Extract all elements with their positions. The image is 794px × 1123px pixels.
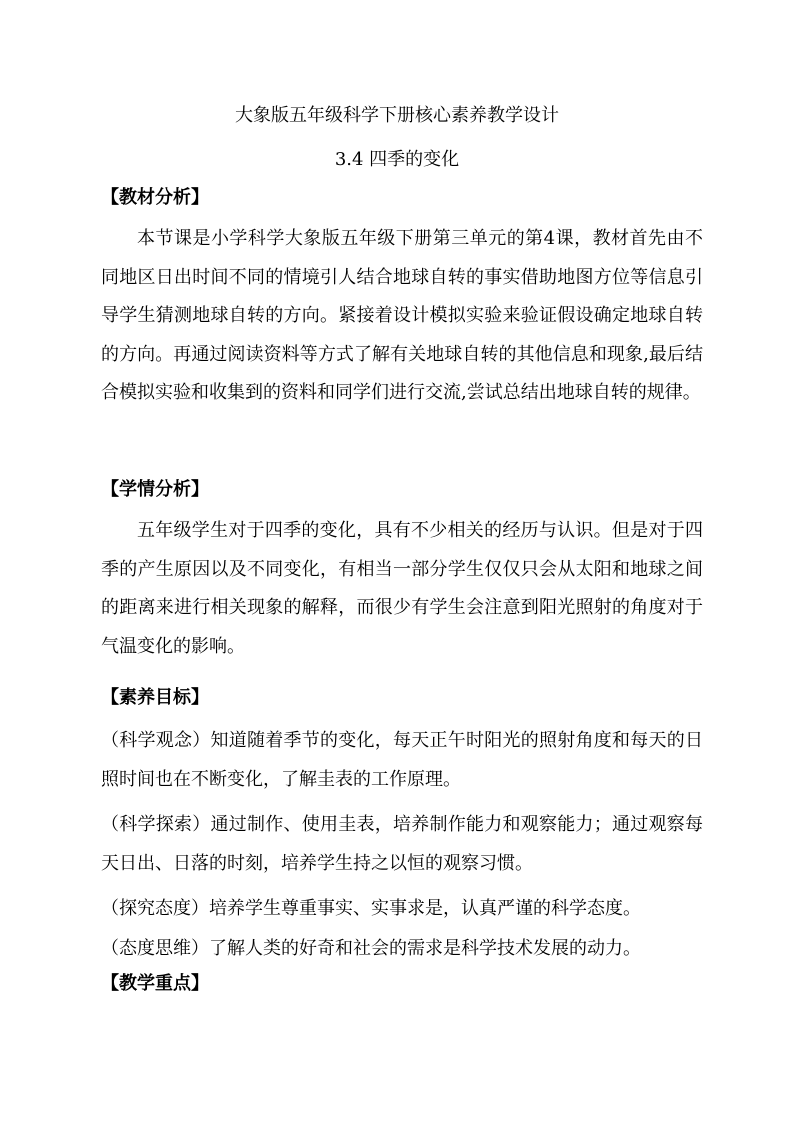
- goal-item-attitude-thinking: （态度思维）了解人类的好奇和社会的需求是科学技术发展的动力。: [101, 938, 641, 959]
- material-analysis-paragraph: 本节课是小学科学大象版五年级下册第三单元的第4课，教材首先由不同地区日出时间不同的情境引人结合地球自转的事实借助地图方位等信息引导学生猜测地球自转的方向。紧接着设计模拟实验来验证假设确定地球自转的方向。再通过阅读资料等方式了解有关地球自转的其他信息和现象,最后结合模拟实验和收集到的资料和同学们进行交流,尝试总结出地球自转的规律。: [101, 228, 703, 403]
- document-title: 大象版五年级科学下册核心素养教学设计: [235, 105, 559, 126]
- goal-item-science-concept: （科学观念）知道随着季节的变化，每天正午时阳光的照射角度和每天的日照时间也在不断变化，了解圭表的工作原理。: [101, 730, 703, 790]
- section-heading-students: 【学情分析】: [101, 479, 209, 500]
- section-heading-material: 【教材分析】: [101, 187, 209, 208]
- document-subtitle: 3.4 四季的变化: [334, 149, 460, 170]
- goal-item-science-exploration: （科学探索）通过制作、使用圭表，培养制作能力和观察能力；通过观察每天日出、日落的时刻，培养学生持之以恒的观察习惯。: [101, 814, 703, 874]
- section-heading-keypoints: 【教学重点】: [101, 973, 209, 994]
- goal-item-inquiry-attitude: （探究态度）培养学生尊重事实、实事求是，认真严谨的科学态度。: [101, 898, 641, 919]
- section-heading-goals: 【素养目标】: [101, 687, 209, 708]
- student-analysis-paragraph: 五年级学生对于四季的变化，具有不少相关的经历与认识。但是对于四季的产生原因以及不同变化，有相当一部分学生仅仅只会从太阳和地球之间的距离来进行相关现象的解释，而很少有学生会注意到阳光照射的角度对于气温变化的影响。: [101, 520, 703, 657]
